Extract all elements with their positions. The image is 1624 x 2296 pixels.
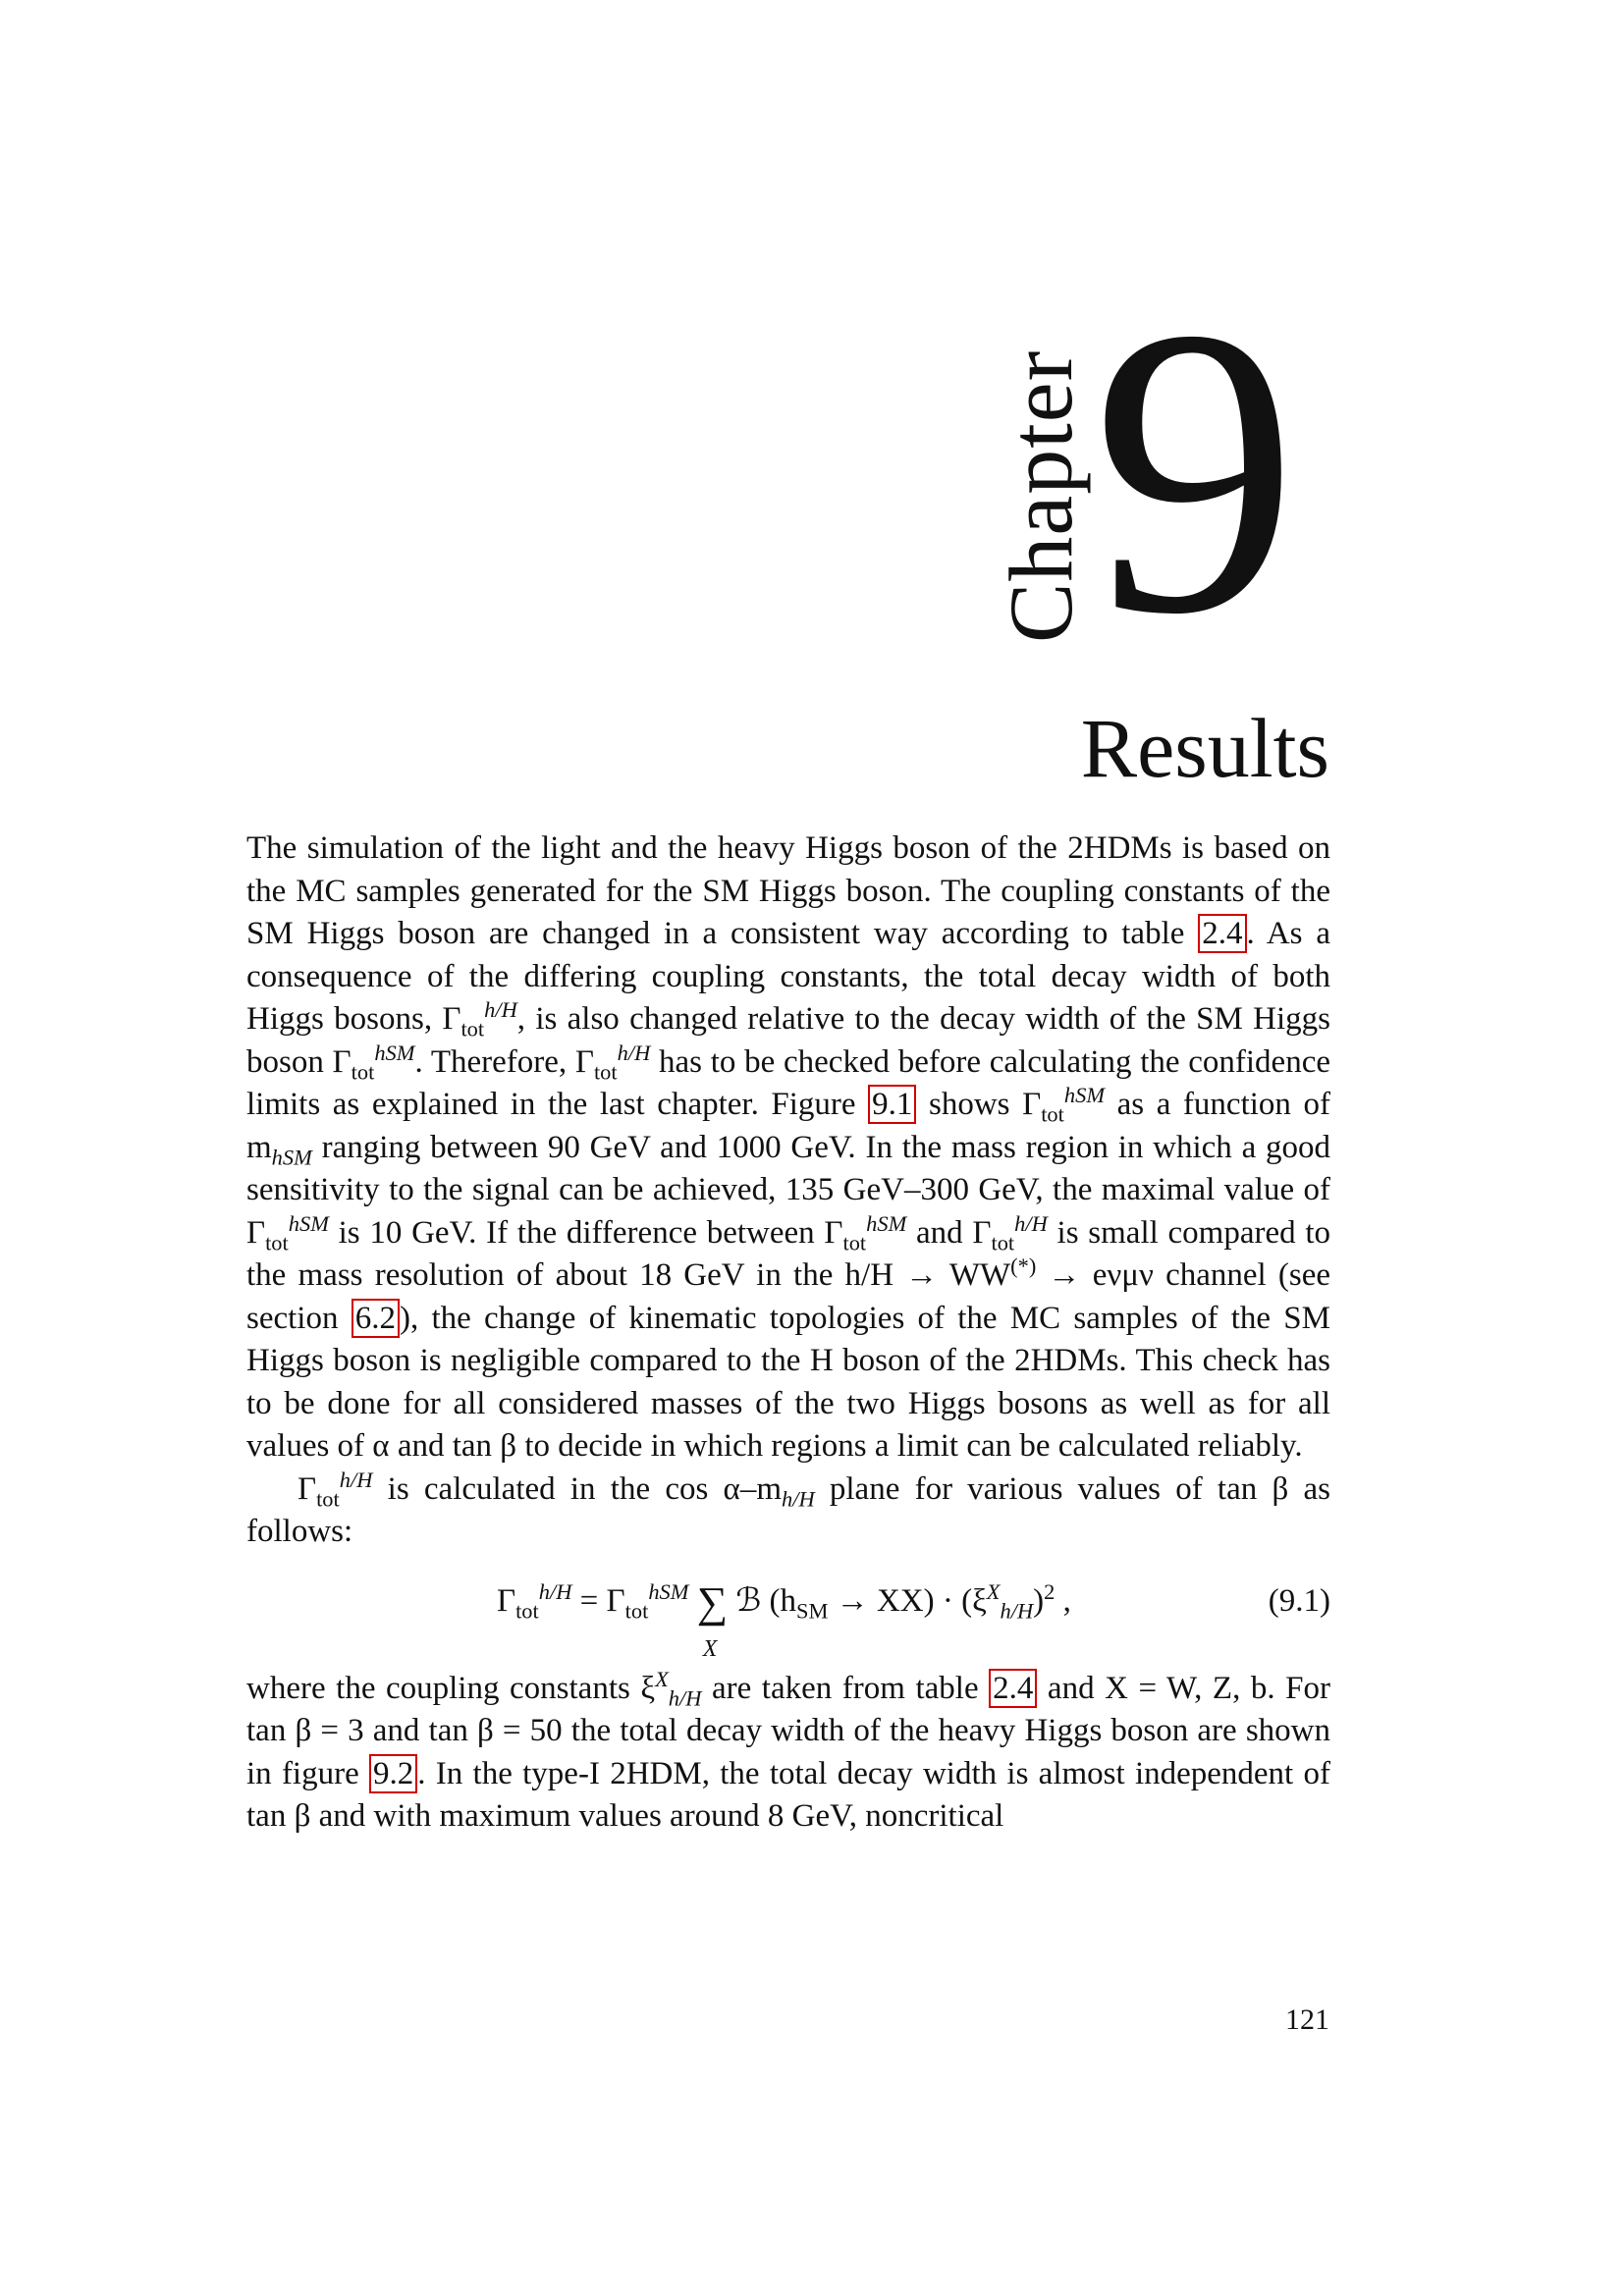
page-number: 121 xyxy=(1285,2003,1329,2036)
sum-symbol: ∑ X xyxy=(696,1577,729,1662)
figure-reference-link[interactable]: 9.2 xyxy=(369,1754,417,1793)
chapter-title: Results xyxy=(1080,701,1329,795)
main-text xyxy=(246,828,1330,1839)
equation-body: $\Gamma_{tot}^{h/H} = \Gamma_{tot}^{hSM}$ ∑ X ℬ $(h_{SM} \to XX) \cdot (\xi^X_{h/H})^2$ , xyxy=(497,1577,1071,1662)
equation-9-1 xyxy=(246,1562,1330,1662)
paragraph-3: where the coupling constants $\xi^X_{h/H}$ are taken from table 2.4 and X = W, Z, b. For tan β = 3 and tan β = 50 the total decay width of the heavy Higgs boson are shown in figure 9.2 . In the type-I 2HDM, the total decay width is almost independent of tan β and with maximum values around 8 GeV, noncritical xyxy=(246,1666,1330,1834)
section-reference-link[interactable]: 6.2 xyxy=(352,1299,400,1338)
chapter-number: 9 xyxy=(1092,242,1298,699)
chapter-word: Chapter xyxy=(991,349,1091,643)
paragraph-1: The simulation of the light and the heavy Higgs boson of the 2HDMs is based on the MC samples generated for the SM Higgs boson. The coupling constants of the SM Higgs boson are changed in a consistent way according to table 2.4 . As a consequence of the differing coupling constants, the total decay width of both Higgs bosons, $\Gamma_{tot}^{h/H}$, is also changed relative to the decay width of the SM Higgs boson $\Gamma_{tot}^{hSM}$. Therefore, $\Gamma_{tot}^{h/H}$ has to be checked before calculating the confidence limits as explained in the last chapter. Figure 9.1 shows $\Gamma_{tot}^{hSM}$ as a function of $m_{hSM}$ ranging between 90 GeV and 1000 GeV. In the mass region in which a good sensitivity to the signal can be achieved, 135 GeV–300 GeV, the maximal value of $\Gamma_{tot}^{hSM}$ is 10 GeV. If the difference between $\Gamma_{tot}^{hSM}$ and $\Gamma_{tot}^{h/H}$ is small compared to the mass resolution of about 18 GeV in the h/H → WW(*) → eνμν channel (see section 6.2 ), the change of kinematic topologies of the MC samples of the SM Higgs boson is negligible compared to the H boson of the 2HDMs. This check has to be done for all considered masses of the two Higgs bosons as well as for all values of α and tan β to decide in which regions a limit can be calculated reliably. xyxy=(246,830,1331,1464)
figure-reference-link[interactable]: 9.1 xyxy=(868,1085,916,1124)
table-reference-link[interactable]: 2.4 xyxy=(1198,914,1246,953)
table-reference-link[interactable]: 2.4 xyxy=(989,1669,1037,1708)
equation-number: (9.1) xyxy=(1268,1582,1330,1619)
paragraph-2: $\Gamma_{tot}^{h/H}$ is calculated in the $\cos \alpha-m_{h/H}$ plane for various values of tan β as follows: xyxy=(246,1467,1330,1549)
